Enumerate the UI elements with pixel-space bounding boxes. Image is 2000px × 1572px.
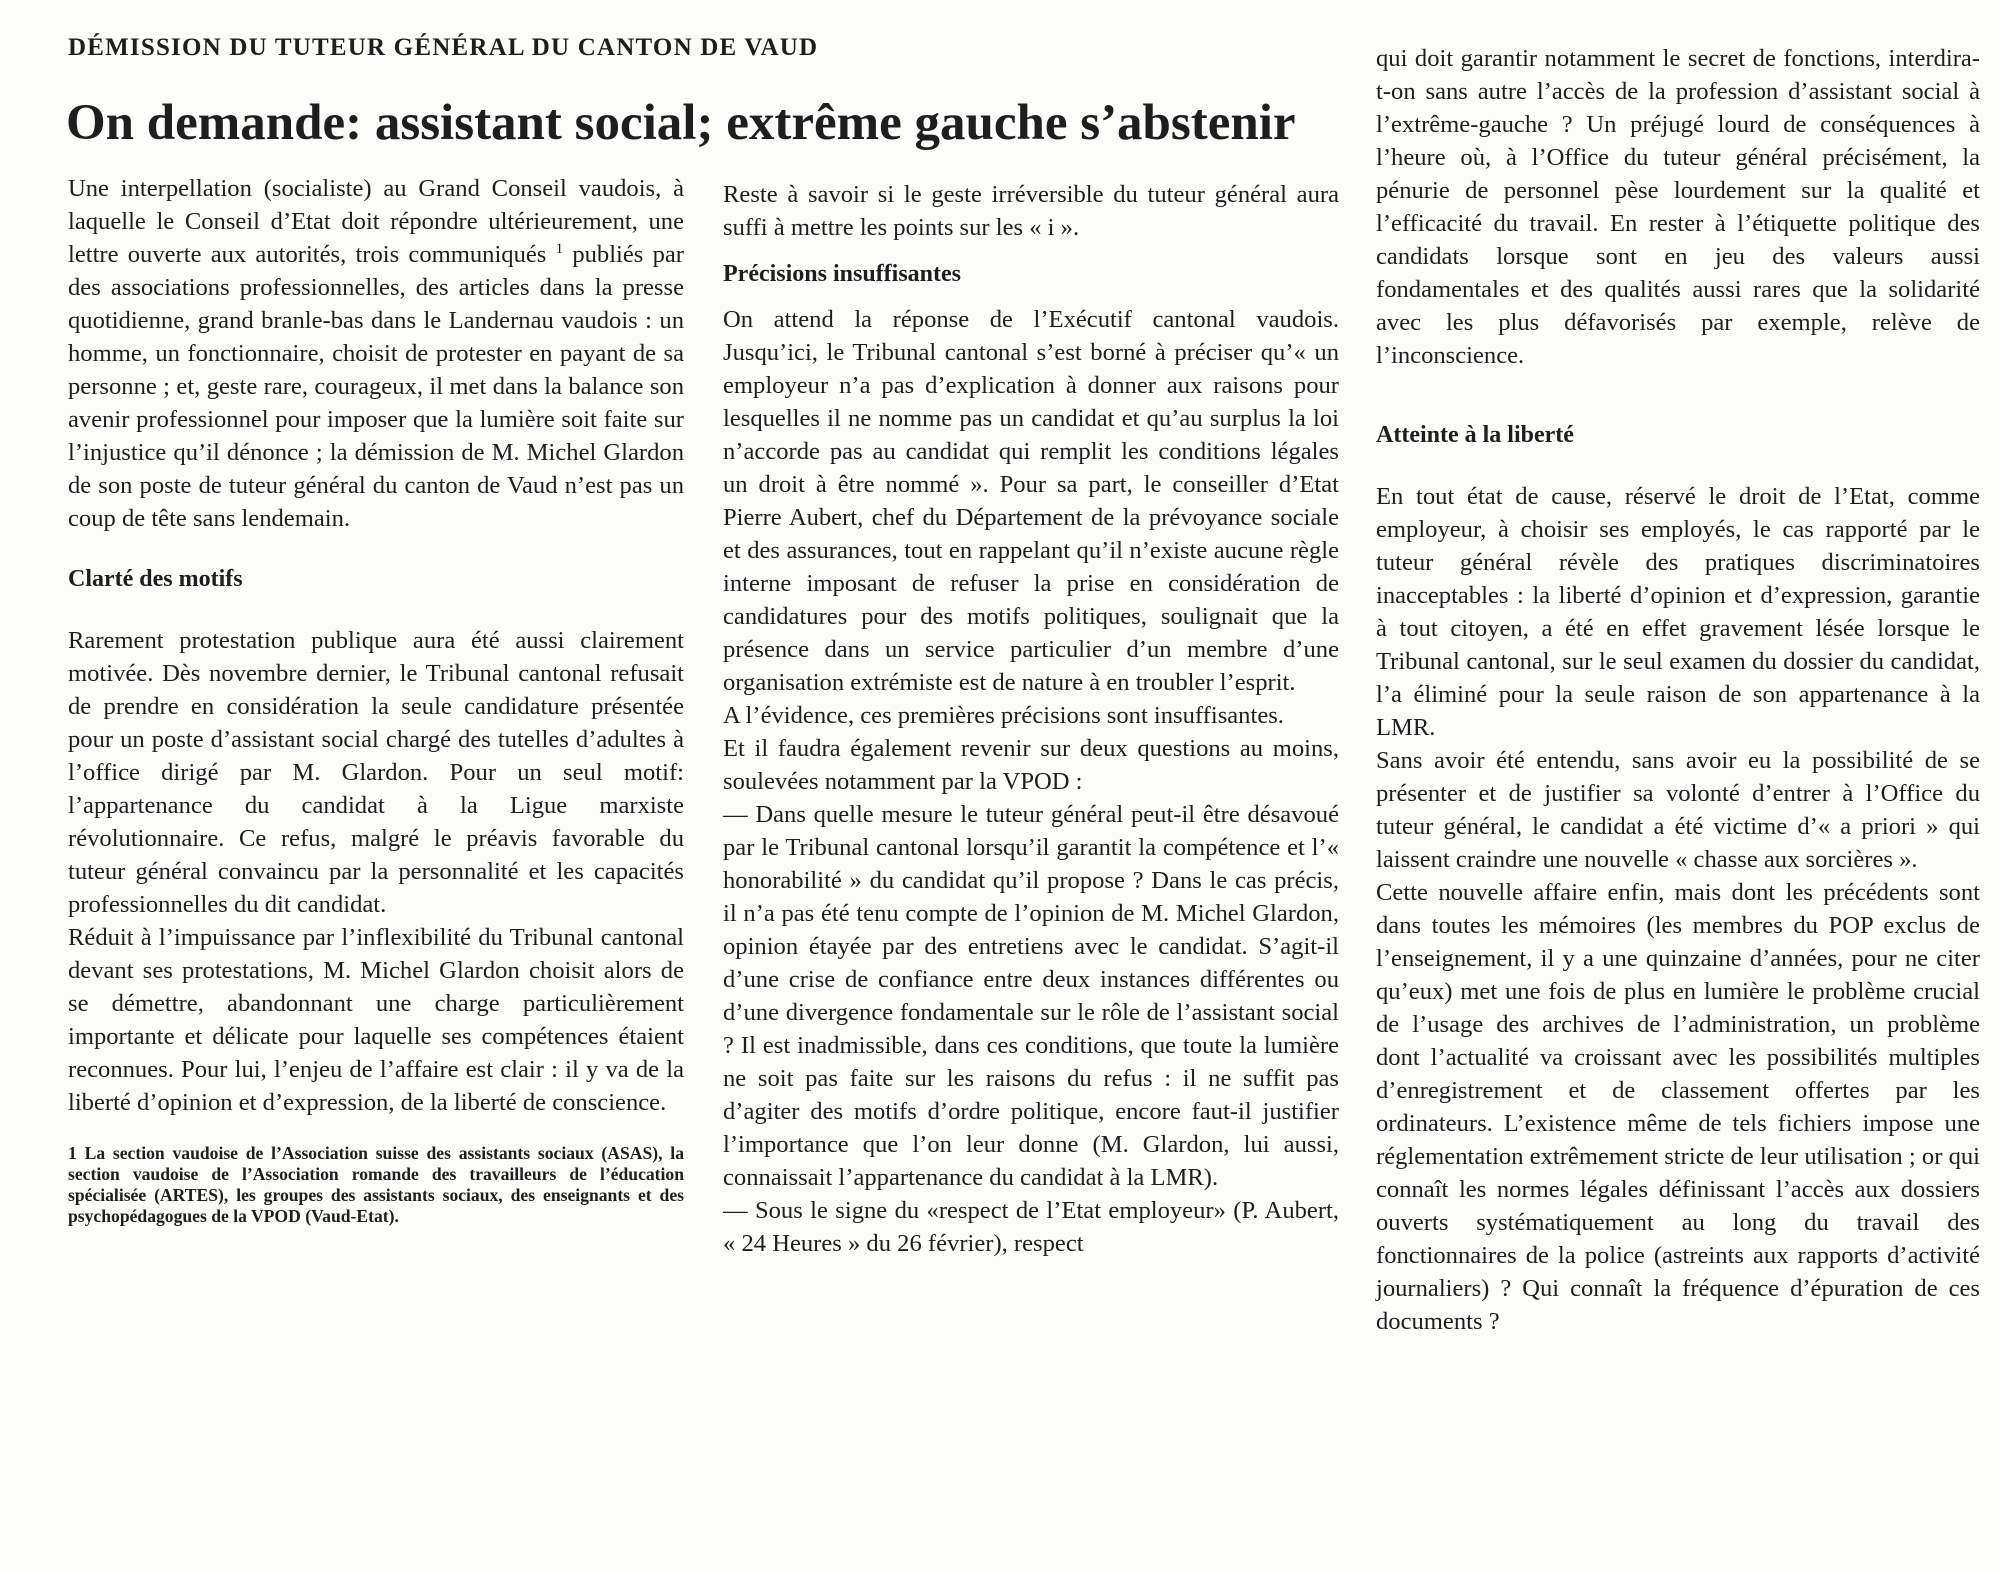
subheading-atteinte-a-la-liberte: Atteinte à la liberté — [1376, 422, 1574, 448]
paragraph: — Dans quelle mesure le tuteur général peut-il être désavoué par le Tribunal cantonal lorsqu’il garantit la compétence et l’« honorabilité » du candidat qu’il propose ? Dans le cas précis, il n’a pas été tenu compte de l’opinion de M. Michel Glardon, opinion étayée par des entretiens avec le candidat. S’agit-il d’une crise de confiance entre deux instances différentes ou d’une divergence fondamentale sur le rôle de l’assistant social ? Il est inadmissible, dans ces conditions, que toute la lumière ne soit pas faite sur les raisons du refus : il ne suffit pas d’agiter des motifs d’ordre politique, encore faut-il justifier l’importance que l’on leur donne (M. Glardon, lui aussi, connaissait l’appartenance du candidat à la LMR). — [723, 801, 1339, 1191]
paragraph: — Sous le signe du «respect de l’Etat employeur» (P. Aubert, « 24 Heures » du 26 février), respect — [723, 1197, 1339, 1257]
paragraph: qui doit garantir notamment le secret de fonctions, interdira-t-on sans autre l’accès de la profession d’assistant social à l’extrême-gauche ? Un préjugé lourd de conséquences à l’heure où, à l’Office du tuteur général précisément, la pénurie de personnel pèse lourdement sur la qualité et l’efficacité du travail. En rester à l’étiquette politique des candidats lorsque sont en jeu des valeurs aussi fondamentales et des qualités aussi rares que la solidarité avec les plus défavorisés par exemple, relève de l’inconscience. — [1376, 45, 1980, 369]
subheading-precisions-insuffisantes: Précisions insuffisantes — [723, 261, 962, 287]
paragraph: Cette nouvelle affaire enfin, mais dont les précédents sont dans toutes les mémoires (les membres du POP exclus de l’enseignement, il y a une quinzaine d’années, pour ne citer qu’eux) met une fois de plus en lumière le problème crucial de l’usage des archives de l’administration, un problème dont l’actualité va croissant avec les possibilités multiples d’enregistrement et de classement offertes par les ordinateurs. L’existence même de tels fichiers impose une réglementation extrêmement stricte de leur utilisation ; or qui connaît les normes légales définissant l’accès aux dossiers ouverts systématiquement au long du travail des fonctionnaires de la police (astreints aux rapports d’activité journaliers) ? Qui connaît la fréquence d’épuration de ces documents ? — [1376, 879, 1980, 1335]
paragraph: Et il faudra également revenir sur deux questions au moins, soulevées notamment par la VPOD : — [723, 735, 1339, 795]
paragraph: A l’évidence, ces premières précisions sont insuffisantes. — [723, 702, 1284, 729]
headline: On demande: assistant social; extrême gauche s’abstenir — [66, 95, 1296, 151]
footnote: 1 La section vaudoise de l’Association suisse des assistants sociaux (ASAS), la section vaudoise de l’Association romande des travailleurs de l’éducation spécialisée (ARTES), les groupes des assistants sociaux, des enseignants et des psychopédagogues de la VPOD (Vaud-Etat). — [68, 1143, 684, 1226]
paragraph: On attend la réponse de l’Exécutif cantonal vaudois. Jusqu’ici, le Tribunal cantonal s’est borné à préciser qu’« un employeur n’a pas d’explication à donner aux raisons pour lesquelles il ne nomme pas un candidat et qu’au surplus la loi n’accorde pas au candidat qui remplit les conditions légales un droit à être nommé ». Pour sa part, le conseiller d’Etat Pierre Aubert, chef du Département de la prévoyance sociale et des assurances, tout en rappelant qu’il n’existe aucune règle interne imposant de refuser la prise en considération de candidatures pour des motifs politiques, soulignait que la présence dans un service particulier d’un membre d’une organisation extrémiste est de nature à en troubler l’esprit. — [723, 306, 1339, 696]
article-column-1 — [68, 172, 684, 1227]
article-column-3 — [1376, 42, 1980, 1338]
kicker: DÉMISSION DU TUTEUR GÉNÉRAL DU CANTON DE VAUD — [68, 34, 819, 61]
paragraph: Sans avoir été entendu, sans avoir eu la possibilité de se présenter et de justifier sa volonté d’entrer à l’Office du tuteur général, le candidat a été victime d’« a priori » qui laissent craindre une nouvelle « chasse aux sorcières ». — [1376, 747, 1980, 873]
subheading-clarte-des-motifs: Clarté des motifs — [68, 566, 243, 592]
paragraph: Rarement protestation publique aura été aussi clairement motivée. Dès novembre dernier, le Tribunal cantonal refusait de prendre en considération la seule candidature présentée pour un poste d’assistant social chargé des tutelles d’adultes à l’office dirigé par M. Glardon. Pour un seul motif: l’appartenance du candidat à la Ligue marxiste révolutionnaire. Ce refus, malgré le préavis favorable du tuteur général convaincu par la personnalité et les capacités professionnelles du dit candidat. — [68, 627, 684, 918]
article-column-2 — [723, 178, 1339, 1260]
paragraph: Reste à savoir si le geste irréversible du tuteur général aura suffi à mettre les points sur les « i ». — [723, 181, 1339, 241]
paragraph: Réduit à l’impuissance par l’inflexibilité du Tribunal cantonal devant ses protestations, M. Michel Glardon choisit alors de se démettre, abandonnant une charge particulièrement importante et délicate pour laquelle ses compétences étaient reconnues. Pour lui, l’enjeu de l’affaire est clair : il y va de la liberté d’opinion et d’expression, de la liberté de conscience. — [68, 924, 684, 1116]
footnote-marker: 1 — [555, 240, 564, 257]
paragraph: Une interpellation (socialiste) au Grand Conseil vaudois, à laquelle le Conseil d’Etat doit répondre ultérieurement, une lettre ouverte aux autorités, trois communiqués $^1$ publiés par des associations professionnelles, des articles dans la presse quotidienne, grand branle-bas dans le Landernau vaudois : un homme, un fonctionnaire, choisit de protester en payant de sa personne ; et, geste rare, courageux, il met dans la balance son avenir professionnel pour imposer que la lumière soit faite sur l’injustice qu’il dénonce ; la démission de M. Michel Glardon de son poste de tuteur général du canton de Vaud n’est pas un coup de tête sans lendemain. — [68, 175, 684, 532]
paragraph: En tout état de cause, réservé le droit de l’Etat, comme employeur, à choisir ses employés, le cas rapporté par le tuteur général révèle des pratiques discriminatoires inacceptables : la liberté d’opinion et d’expression, garantie à tout citoyen, a été en effet gravement lésée lorsque le Tribunal cantonal, sur le seul examen du dossier du candidat, l’a éliminé pour la seule raison de son appartenance à la LMR. — [1376, 483, 1980, 741]
